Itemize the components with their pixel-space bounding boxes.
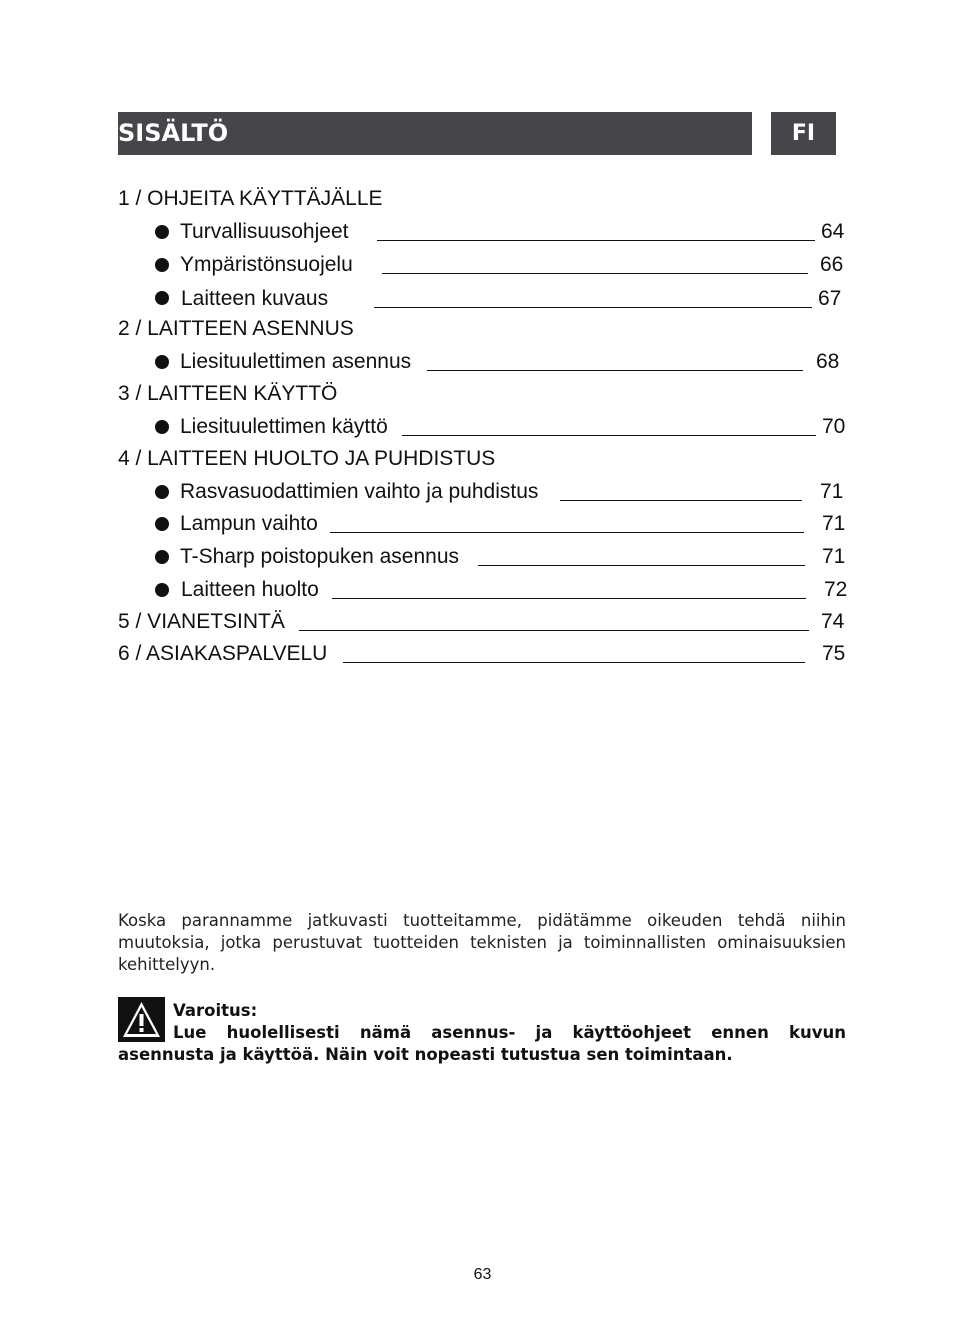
bullet-icon — [155, 225, 169, 239]
toc-leader-line — [299, 630, 809, 631]
toc-leader-line — [478, 565, 805, 566]
bullet-icon — [155, 291, 169, 305]
toc-item-page: 72 — [824, 578, 848, 601]
bullet-icon — [155, 485, 169, 499]
bullet-icon — [155, 420, 169, 434]
toc-leader-line — [332, 598, 806, 599]
toc-item-page: 67 — [818, 287, 842, 310]
toc-item-page: 64 — [821, 220, 845, 243]
toc-leader-line — [382, 273, 808, 274]
toc-item-label: Laitteen kuvaus — [181, 287, 329, 310]
toc-item-page: 71 — [822, 512, 846, 535]
toc-item-label: Laitteen huolto — [181, 578, 319, 601]
toc-item-page: 71 — [820, 480, 844, 503]
bullet-icon — [155, 550, 169, 564]
toc-section-3-title: 3 / LAITTEEN KÄYTTÖ — [118, 382, 338, 405]
toc-section-5-page: 74 — [821, 610, 845, 633]
toc-leader-line — [402, 435, 816, 436]
toc-item-page: 71 — [822, 545, 846, 568]
toc-item-label: T-Sharp poistopuken asennus — [180, 545, 460, 568]
toc-section-4-title: 4 / LAITTEEN HUOLTO JA PUHDISTUS — [118, 447, 496, 470]
page-number: 63 — [473, 1266, 492, 1283]
disclaimer-note: Koska parannamme jatkuvasti tuotteitamme, pidätämme oikeuden tehdä niihin muutoksia, jotka perustuvat tuotteiden teknisten ja toiminnallisten ominaisuuksien kehittelyyn. — [118, 911, 846, 974]
language-code: FI — [791, 121, 816, 146]
toc-item-label: Ympäristönsuojelu — [180, 253, 353, 276]
toc-item-label: Lampun vaihto — [180, 512, 318, 535]
warning-title: Varoitus: — [173, 1001, 258, 1020]
toc-leader-line — [427, 370, 803, 371]
bullet-icon — [155, 258, 169, 272]
bullet-icon — [155, 517, 169, 531]
warning-text: Lue huolellisesti nämä asennus- ja käyttöohjeet ennen kuvun asennusta ja käyttöä. Näin voit nopeasti tutustua sen toimintaan. — [118, 1023, 846, 1064]
toc-section-5-title: 5 / VIANETSINTÄ — [118, 610, 285, 633]
toc-section-2-title: 2 / LAITTEEN ASENNUS — [118, 317, 354, 340]
page-title: SISÄLTÖ — [118, 119, 229, 147]
section-title-bar — [118, 112, 752, 155]
toc-item-label: Liesituulettimen käyttö — [180, 415, 388, 438]
toc-leader-line — [374, 307, 812, 308]
toc-leader-line — [330, 532, 804, 533]
toc-item-page: 66 — [820, 253, 844, 276]
toc-section-1-title: 1 / OHJEITA KÄYTTÄJÄLLE — [118, 187, 383, 210]
toc-item-label: Turvallisuusohjeet — [180, 220, 349, 243]
toc-leader-line — [343, 662, 805, 663]
bullet-icon — [155, 355, 169, 369]
toc-leader-line — [560, 500, 802, 501]
language-badge — [771, 112, 836, 155]
toc-item-label: Rasvasuodattimien vaihto ja puhdistus — [180, 480, 539, 503]
toc-leader-line — [377, 240, 815, 241]
toc-item-page: 68 — [816, 350, 840, 373]
toc-item-label: Liesituulettimen asennus — [180, 350, 412, 373]
toc-item-page: 70 — [822, 415, 846, 438]
bullet-icon — [155, 583, 169, 597]
toc-section-6-title: 6 / ASIAKASPALVELU — [118, 642, 328, 665]
toc-section-6-page: 75 — [822, 642, 846, 665]
